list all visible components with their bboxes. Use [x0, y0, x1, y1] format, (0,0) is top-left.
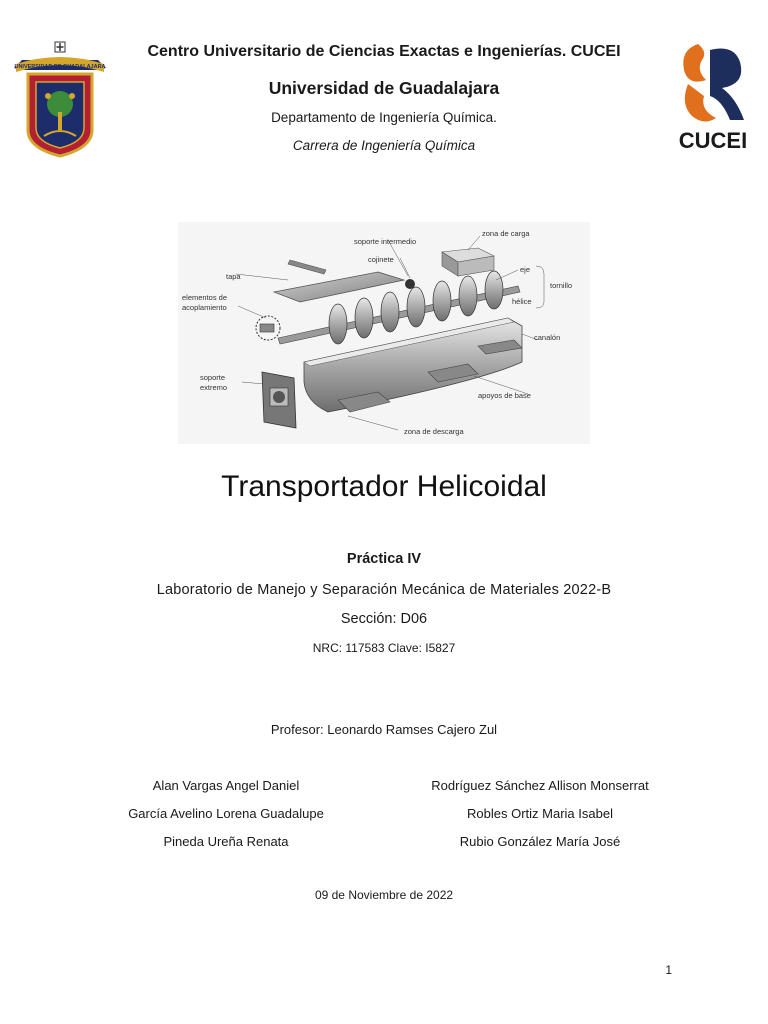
label-eje: eje	[520, 265, 531, 274]
cucei-logo-icon	[676, 40, 750, 155]
label-elementos-2: acoplamiento	[182, 303, 227, 312]
document-date: 09 de Noviembre de 2022	[314, 888, 454, 902]
practice-number: Práctica IV	[346, 551, 422, 567]
label-tapa: tapa	[226, 272, 241, 281]
section: Sección: D06	[340, 611, 428, 627]
label-apoyos: apoyos de base	[478, 391, 531, 400]
screw-conveyor-diagram-icon	[178, 222, 590, 444]
label-soporte-intermedio: soporte intermedio	[354, 237, 417, 246]
label-soporte-extremo-2: extremo	[200, 383, 228, 392]
department-name: Departamento de Ingeniería Química.	[271, 110, 497, 125]
label-zona-descarga: zona de descarga	[404, 427, 464, 436]
student-name: Rodríguez Sánchez Allison Monserrat	[431, 778, 649, 793]
document-title: Transportador Helicoidal	[221, 470, 547, 503]
nrc-clave: NRC: 117583 Clave: I5827	[312, 641, 456, 655]
center-name: Centro Universitario de Ciencias Exactas e Ingenierías. CUCEI	[147, 43, 621, 60]
seal-text: UNIVERSIDAD DE GUADALAJARA	[14, 64, 106, 70]
student-name: Rubio González María José	[459, 834, 621, 849]
university-name: Universidad de Guadalajara	[268, 78, 500, 98]
student-name: Pineda Ureña Renata	[163, 834, 289, 849]
label-zona-carga: zona de carga	[482, 229, 530, 238]
student-name: Alan Vargas Angel Daniel	[152, 778, 300, 793]
label-soporte-extremo-1: soporte	[200, 373, 226, 382]
label-tornillo: tornillo	[550, 281, 573, 290]
student-name: García Avelino Lorena Guadalupe	[128, 806, 324, 821]
label-elementos-1: elementos de	[182, 293, 228, 302]
course-name: Laboratorio de Manejo y Separación Mecánica de Materiales 2022-B	[156, 582, 612, 598]
professor-name: Profesor: Leonardo Ramses Cajero Zul	[270, 722, 498, 737]
label-helice: hélice	[512, 297, 532, 306]
page-number: 1	[665, 963, 672, 977]
label-canalon: canalón	[534, 333, 561, 342]
career-name: Carrera de Ingeniería Química	[292, 138, 476, 153]
cucei-logo-text: CUCEI	[678, 128, 748, 153]
student-name: Robles Ortiz Maria Isabel	[467, 806, 613, 821]
label-cojinete: cojinete	[368, 255, 394, 264]
